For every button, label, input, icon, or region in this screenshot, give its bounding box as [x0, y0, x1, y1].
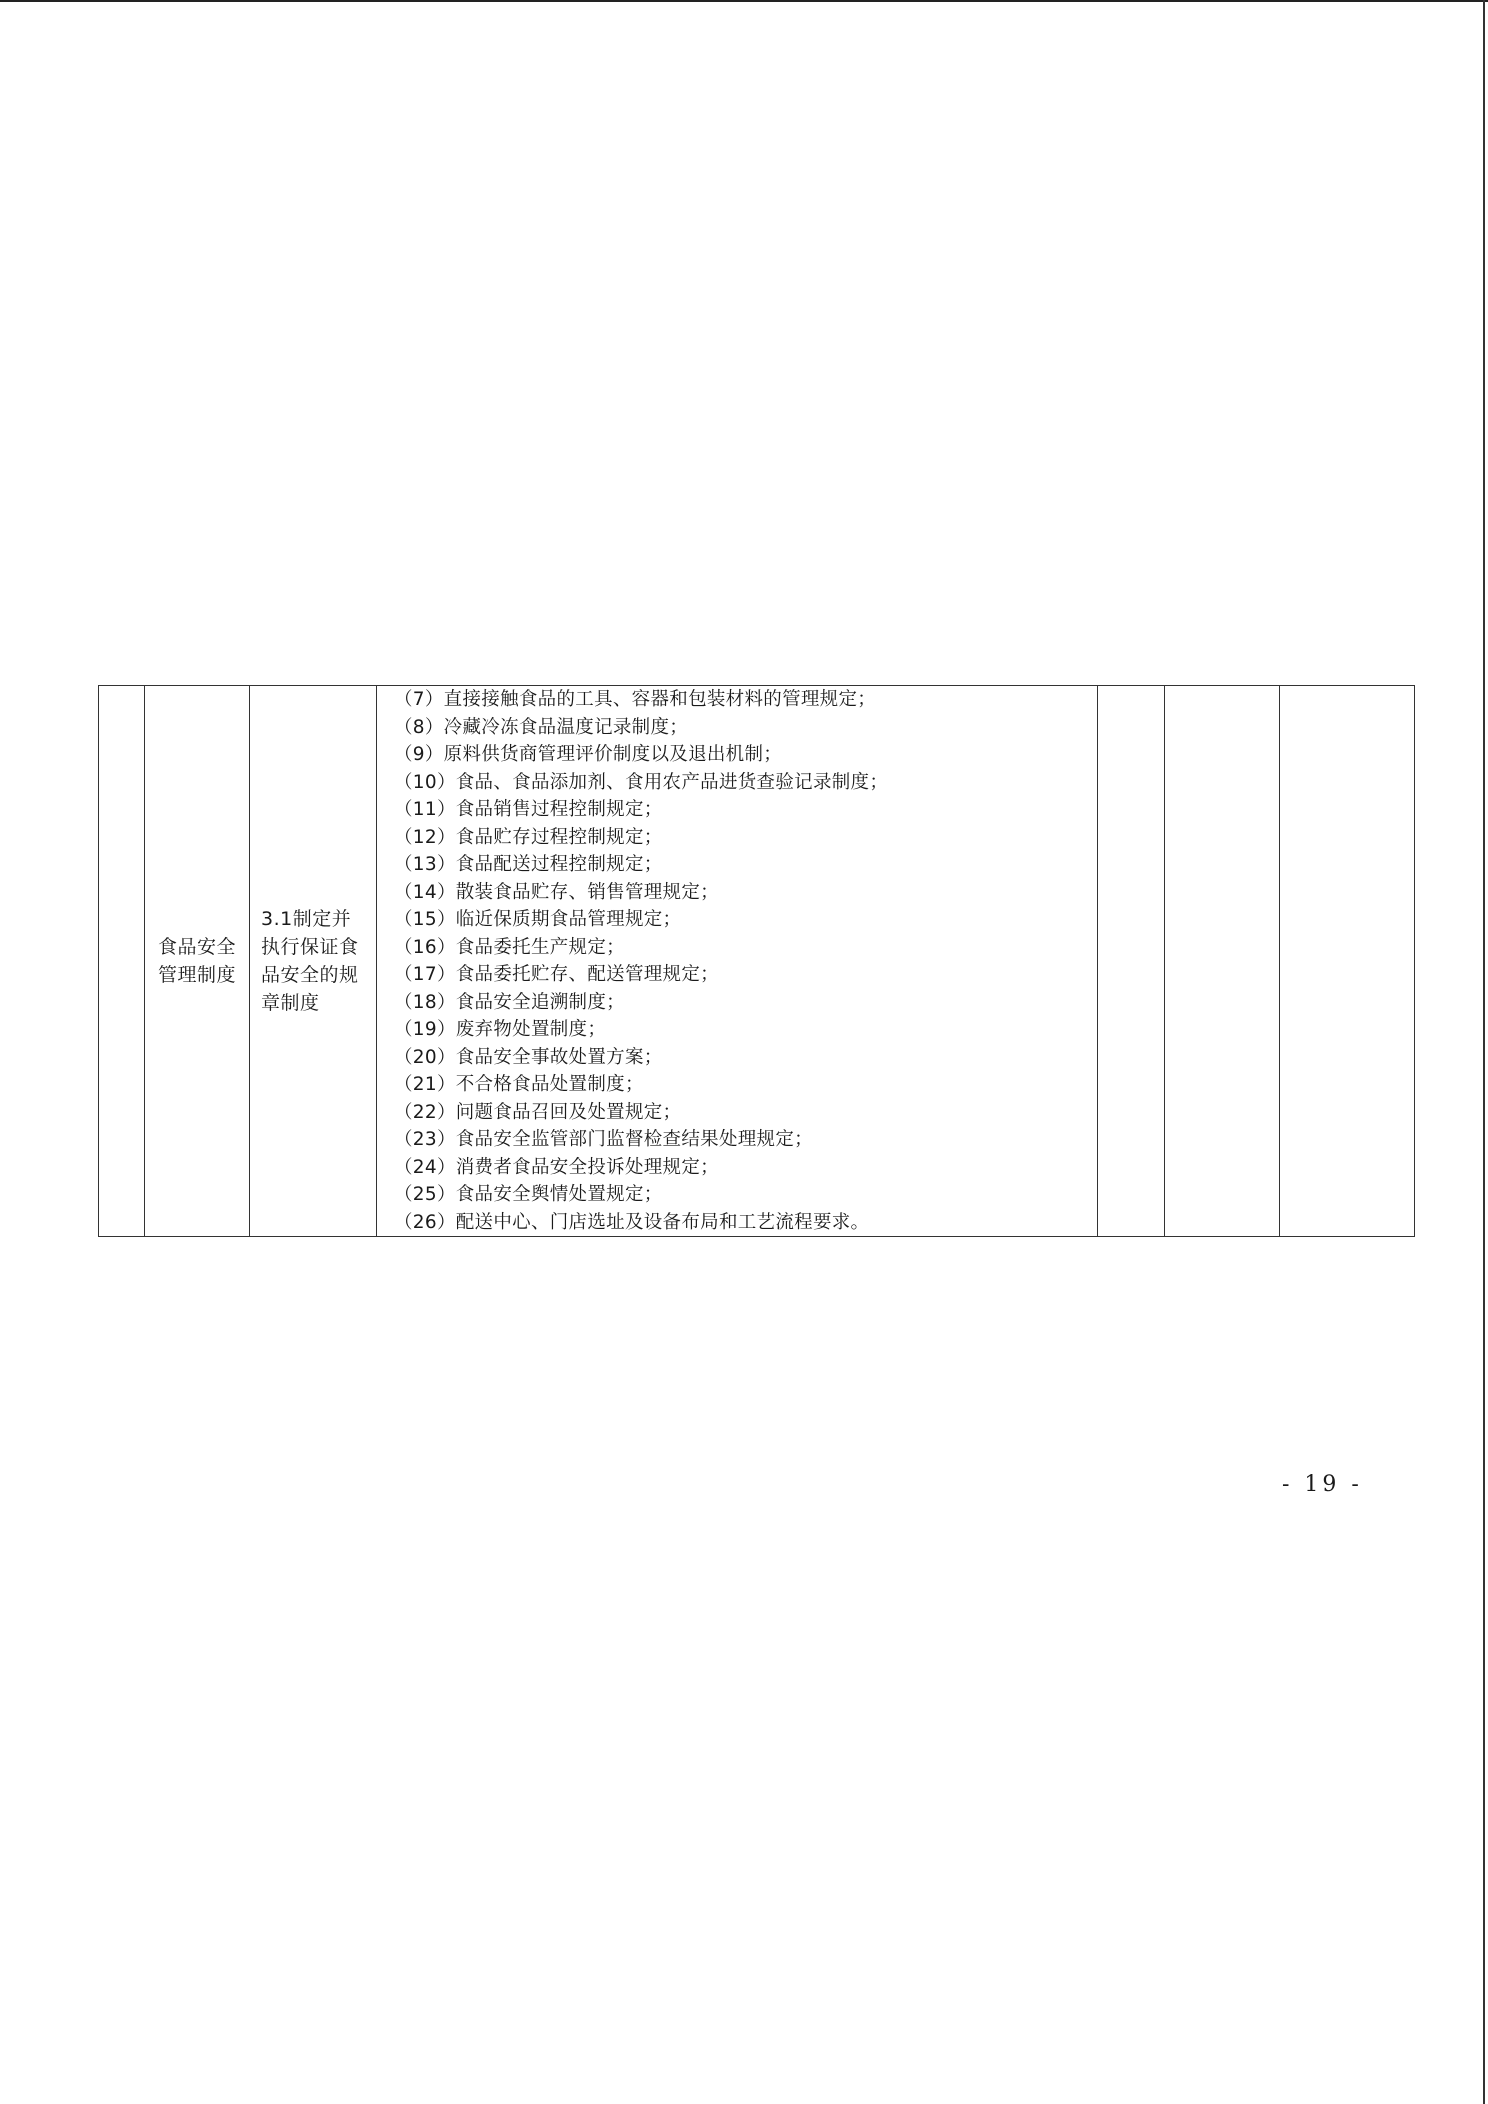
- requirements-table: [98, 685, 1415, 1237]
- list-item: （17）食品委托贮存、配送管理规定；: [394, 964, 719, 985]
- empty-cell-3: [1280, 686, 1415, 1237]
- list-item: （13）食品配送过程控制规定；: [394, 854, 663, 875]
- list-item: （8）冷藏冷冻食品温度记录制度；: [394, 716, 689, 738]
- category-text: 食品安全管理制度: [157, 936, 236, 986]
- list-item: （16）食品委托生产规定；: [394, 936, 625, 958]
- list-item: （25）食品安全舆情处置规定；: [394, 1184, 663, 1205]
- list-item: （23）食品安全监管部门监督检查结果处理规定；: [394, 1129, 813, 1150]
- list-item: （22）问题食品召回及处置规定；: [394, 1101, 682, 1123]
- list-item: （21）不合格食品处置制度；: [394, 1074, 644, 1095]
- requirements-cell: [377, 686, 1098, 1237]
- list-item: （19）废弃物处置制度；: [394, 1019, 607, 1040]
- list-item: （7）直接接触食品的工具、容器和包装材料的管理规定；: [394, 689, 877, 710]
- list-item: （15）临近保质期食品管理规定；: [394, 909, 682, 930]
- page-top-border: [0, 0, 1488, 2]
- empty-cell-1: [1098, 686, 1165, 1237]
- list-item: （20）食品安全事故处置方案；: [394, 1046, 663, 1068]
- page-number: - 19 -: [1282, 1472, 1363, 1497]
- category-cell: [145, 686, 250, 1237]
- list-item: （18）食品安全追溯制度；: [394, 991, 625, 1013]
- list-item: （9）原料供货商管理评价制度以及退出机制；: [394, 744, 783, 765]
- list-item: （11）食品销售过程控制规定；: [394, 799, 663, 820]
- list-item: （10）食品、食品添加剂、食用农产品进货查验记录制度；: [394, 771, 889, 793]
- list-item: （12）食品贮存过程控制规定；: [394, 826, 663, 848]
- page-right-border: [1483, 0, 1485, 2104]
- list-item: （26）配送中心、门店选址及设备布局和工艺流程要求。: [394, 1211, 870, 1233]
- table-row: [99, 686, 1415, 1237]
- list-item: （14）散装食品贮存、销售管理规定；: [394, 881, 719, 903]
- item-cell: [250, 686, 377, 1237]
- list-item: （24）消费者食品安全投诉处理规定；: [394, 1156, 719, 1178]
- index-cell: [99, 686, 145, 1237]
- empty-cell-2: [1165, 686, 1280, 1237]
- requirements-list: [394, 686, 1097, 1236]
- item-text: 3.1制定并执行保证食品安全的规章制度: [261, 908, 359, 1014]
